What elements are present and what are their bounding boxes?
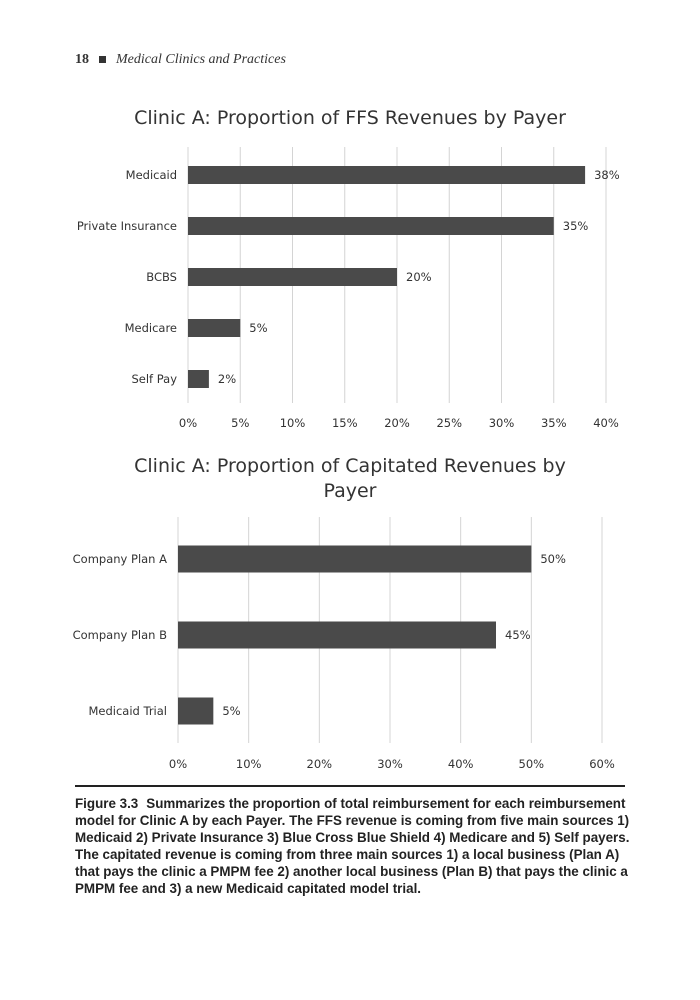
x-tick-label: 40% — [593, 416, 619, 430]
x-tick-label: 15% — [331, 416, 358, 430]
category-label: Company Plan B — [72, 628, 167, 642]
caption-text: Summarizes the proportion of total reimbursement for each reimbursement model for Clinic A by each Payer. The FFS revenue is coming from five main sources 1) Medicaid 2) Private Insurance 3) Blue Cross Blue Shield 4) Medicare and 5) Self payers. The capitated revenue is coming from three main sources 1) a local business (Plan A) that pays the clinic a PMPM fee 2) another local business (Plan B) that pays the clinic a PMPM fee and 3) a new Medicaid capitated model trial. — [75, 796, 630, 896]
chart-title-capitated-line-2: Payer — [323, 480, 377, 502]
data-label: 35% — [562, 219, 589, 233]
x-tick-label: 25% — [436, 416, 463, 430]
data-label: 45% — [505, 628, 531, 642]
data-label: 38% — [594, 168, 620, 182]
book-title: Medical Clinics and Practices — [116, 52, 286, 67]
figure-caption — [75, 795, 635, 897]
chart-capitated-revenues — [0, 515, 700, 780]
x-tick-label: 20% — [306, 757, 333, 771]
x-tick-label: 30% — [377, 757, 403, 771]
data-label: 20% — [406, 270, 432, 284]
caption-label: Figure 3.3 — [75, 796, 139, 811]
category-label: Company Plan A — [72, 552, 167, 566]
x-tick-label: 40% — [447, 757, 474, 771]
chart-title-capitated-line-1: Clinic A: Proportion of Capitated Revenues by — [134, 455, 566, 477]
category-label: BCBS — [146, 270, 177, 284]
chart-title-ffs: Clinic A: Proportion of FFS Revenues by Payer — [134, 107, 566, 129]
data-label: 5% — [222, 704, 241, 718]
category-label: Medicare — [124, 321, 177, 335]
category-label: Private Insurance — [76, 219, 177, 233]
caption-rule — [75, 785, 625, 787]
x-tick-label: 0% — [178, 416, 198, 430]
page-header — [75, 52, 286, 68]
x-tick-label: 60% — [589, 757, 615, 771]
x-tick-label: 30% — [488, 416, 515, 430]
category-label: Medicaid Trial — [88, 704, 167, 718]
bar — [188, 166, 585, 184]
x-tick-label: 5% — [231, 416, 250, 430]
bar — [188, 319, 240, 337]
x-tick-label: 20% — [384, 416, 410, 430]
page-number: 18 — [75, 52, 89, 67]
bar — [188, 268, 397, 286]
x-tick-label: 0% — [168, 757, 188, 771]
data-label: 2% — [217, 372, 237, 386]
x-tick-label: 50% — [518, 757, 545, 771]
chart-title-capitated — [130, 454, 570, 504]
bar — [188, 370, 209, 388]
bar — [178, 622, 496, 649]
x-tick-label: 35% — [540, 416, 567, 430]
bar — [178, 698, 213, 725]
category-label: Medicaid — [125, 168, 177, 182]
bar — [188, 217, 554, 235]
data-label: 5% — [249, 321, 268, 335]
x-tick-label: 10% — [279, 416, 306, 430]
bar — [178, 546, 531, 573]
square-bullet-icon — [99, 56, 106, 63]
category-label: Self Pay — [131, 372, 177, 386]
chart-ffs-revenues — [0, 145, 700, 445]
x-tick-label: 10% — [235, 757, 262, 771]
data-label: 50% — [540, 552, 566, 566]
